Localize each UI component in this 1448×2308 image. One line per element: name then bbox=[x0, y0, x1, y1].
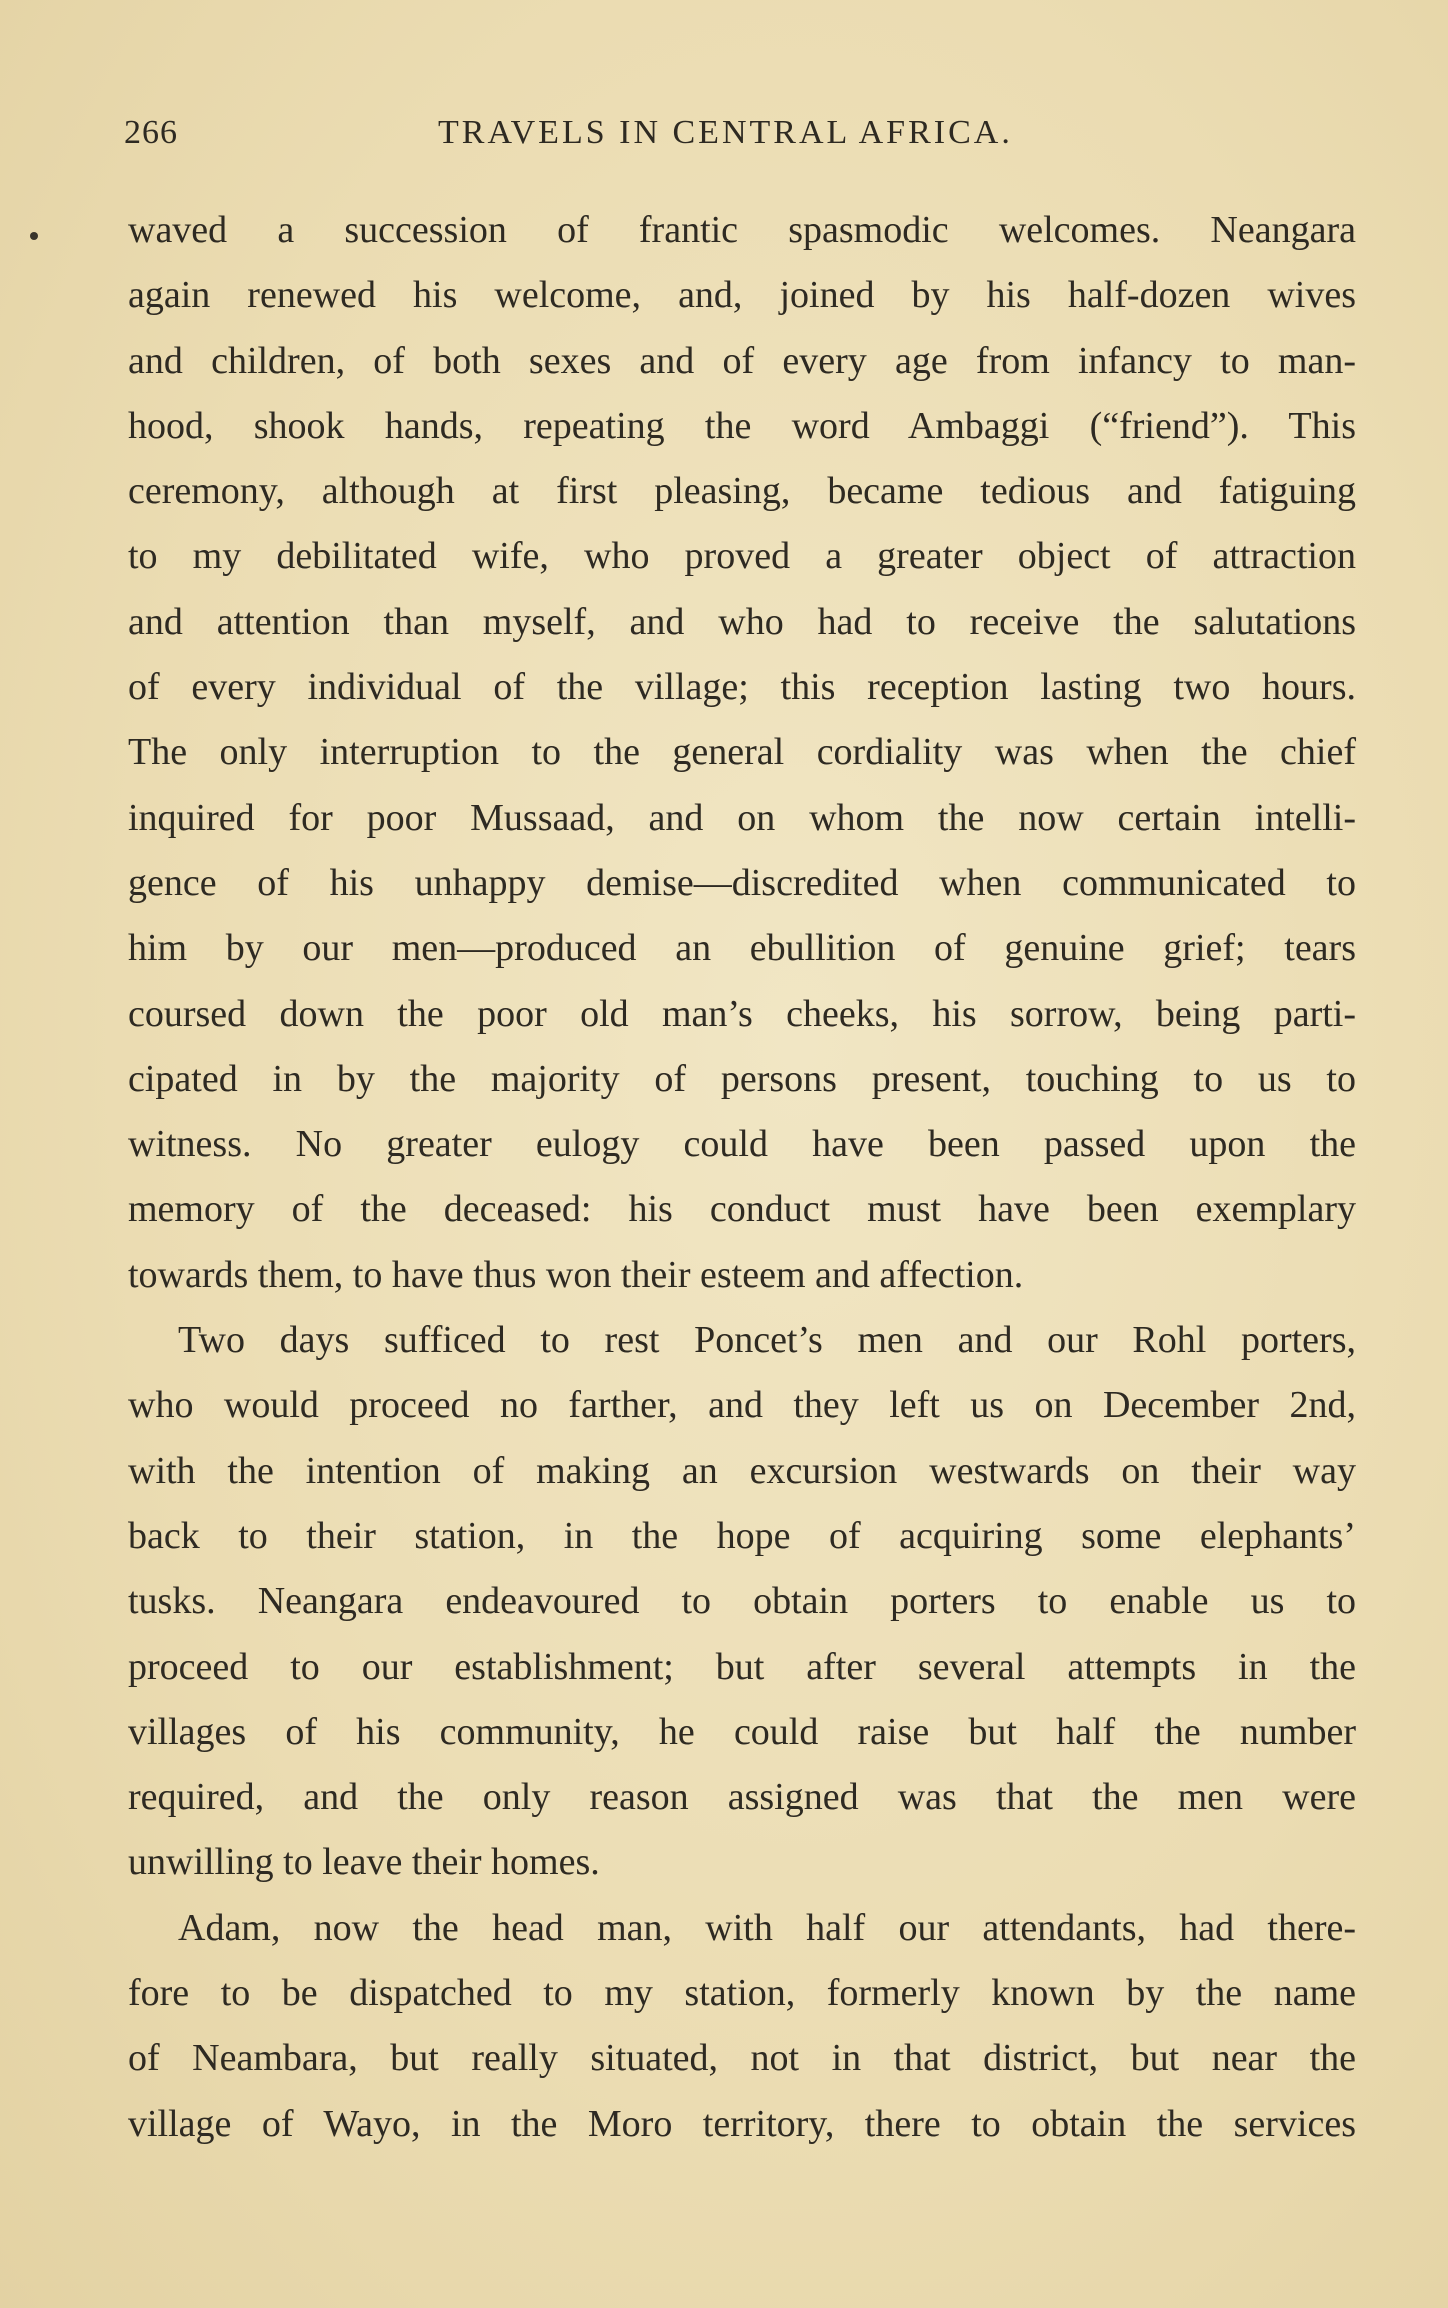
text-line: memory of the deceased: his conduct must have been exemplary bbox=[128, 1188, 1356, 1231]
text-line: unwilling to leave their homes. bbox=[128, 1841, 600, 1884]
text-line: proceed to our establishment; but after several attempts in the bbox=[128, 1645, 1356, 1688]
text-line: tusks. Neangara endeavoured to obtain porters to enable us to bbox=[128, 1580, 1356, 1623]
running-title: TRAVELS IN CENTRAL AFRICA. bbox=[438, 114, 1013, 151]
text-line: fore to be dispatched to my station, formerly known by the name bbox=[128, 1972, 1356, 2015]
text-line: required, and the only reason assigned was that the men were bbox=[128, 1776, 1356, 1819]
text-line: with the intention of making an excursion westwards on their way bbox=[128, 1449, 1356, 1492]
text-line: village of Wayo, in the Moro territory, there to obtain the services bbox=[128, 2102, 1356, 2145]
text-line: towards them, to have thus won their esteem and affection. bbox=[128, 1253, 1024, 1296]
margin-mark bbox=[30, 232, 38, 240]
running-head bbox=[124, 114, 1324, 164]
text-line: to my debilitated wife, who proved a greater object of attraction bbox=[128, 535, 1356, 578]
text-line: of Neambara, but really situated, not in that district, but near the bbox=[128, 2037, 1356, 2080]
text-line: of every individual of the village; this reception lasting two hours. bbox=[128, 666, 1356, 709]
text-line: coursed down the poor old man’s cheeks, his sorrow, being parti- bbox=[128, 992, 1356, 1035]
text-line: back to their station, in the hope of acquiring some elephants’ bbox=[128, 1514, 1356, 1557]
text-line: and children, of both sexes and of every age from infancy to man- bbox=[128, 339, 1356, 382]
text-line: ceremony, although at first pleasing, became tedious and fatiguing bbox=[128, 470, 1356, 513]
text-line: who would proceed no farther, and they left us on December 2nd, bbox=[128, 1384, 1356, 1427]
text-line: Two days sufficed to rest Poncet’s men and our Rohl porters, bbox=[178, 1319, 1356, 1362]
text-line: hood, shook hands, repeating the word Ambaggi (“friend”). This bbox=[128, 404, 1356, 447]
text-line: Adam, now the head man, with half our attendants, had there- bbox=[178, 1906, 1356, 1949]
text-line: witness. No greater eulogy could have been passed upon the bbox=[128, 1123, 1356, 1166]
text-line: inquired for poor Mussaad, and on whom the now certain intelli- bbox=[128, 796, 1356, 839]
text-line: The only interruption to the general cordiality was when the chief bbox=[128, 731, 1356, 774]
body-text bbox=[128, 198, 1356, 2157]
text-line: villages of his community, he could raise but half the number bbox=[128, 1710, 1356, 1753]
text-line: gence of his unhappy demise—discredited when communicated to bbox=[128, 861, 1356, 904]
text-line: and attention than myself, and who had to receive the salutations bbox=[128, 600, 1356, 643]
text-line: cipated in by the majority of persons present, touching to us to bbox=[128, 1057, 1356, 1100]
page-number: 266 bbox=[124, 114, 178, 151]
text-line: again renewed his welcome, and, joined by his half-dozen wives bbox=[128, 274, 1356, 317]
text-line: waved a succession of frantic spasmodic welcomes. Neangara bbox=[128, 209, 1356, 251]
text-line: him by our men—produced an ebullition of genuine grief; tears bbox=[128, 927, 1356, 970]
